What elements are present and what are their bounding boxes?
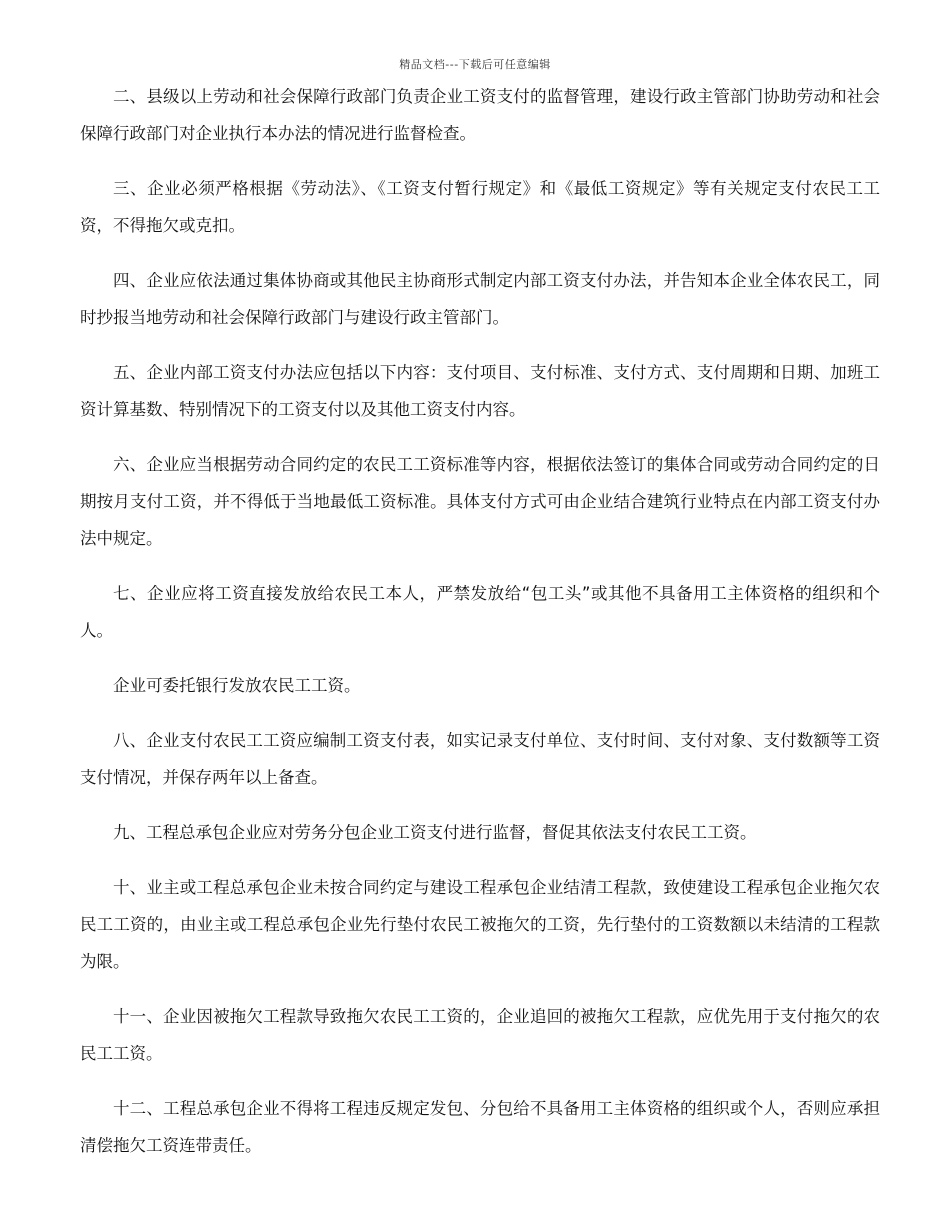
paragraph-4: 四、企业应依法通过集体协商或其他民主协商形式制定内部工资支付办法，并告知本企业全体农民工，同时抄报当地劳动和社会保障行政部门与建设行政主管部门。 [80, 271, 880, 327]
paragraph-9: 九、工程总承包企业应对劳务分包企业工资支付进行监督，督促其依法支付农民工工资。 [113, 823, 757, 842]
paragraph-6: 六、企业应当根据劳动合同约定的农民工工资标准等内容，根据依法签订的集体合同或劳动合同约定的日期按月支付工资，并不得低于当地最低工资标准。具体支付方式可由企业结合建筑行业特点在内部工资支付办法中规定。 [80, 455, 880, 548]
paragraph-2: 二、县级以上劳动和社会保障行政部门负责企业工资支付的监督管理，建设行政主管部门协助劳动和社会保障行政部门对企业执行本办法的情况进行监督检查。 [80, 87, 880, 143]
paragraph-10: 十、业主或工程总承包企业未按合同约定与建设工程承包企业结清工程款，致使建设工程承包企业拖欠农民工工资的，由业主或工程总承包企业先行垫付农民工被拖欠的工资，先行垫付的工资数额以未结清的工程款为限。 [80, 878, 880, 971]
paragraph-11: 十一、企业因被拖欠工程款导致拖欠农民工工资的，企业追回的被拖欠工程款，应优先用于支付拖欠的农民工工资。 [80, 1007, 880, 1063]
paragraph-8: 八、企业支付农民工工资应编制工资支付表，如实记录支付单位、支付时间、支付对象、支付数额等工资支付情况，并保存两年以上备查。 [80, 731, 880, 787]
paragraph-12: 十二、工程总承包企业不得将工程违反规定发包、分包给不具备用工主体资格的组织或个人，否则应承担清偿拖欠工资连带责任。 [80, 1099, 880, 1155]
paragraph-7: 七、企业应将工资直接发放给农民工本人，严禁发放给“包工头”或其他不具备用工主体资格的组织和个人。 [80, 584, 880, 640]
page-header: 精品文档---下载后可任意编辑 [399, 58, 551, 71]
document-body [80, 78, 880, 1164]
paragraph-7-note: 企业可委托银行发放农民工工资。 [113, 676, 361, 695]
paragraph-3: 三、企业必须严格根据《劳动法》、《工资支付暂行规定》和《最低工资规定》等有关规定支付农民工工资，不得拖欠或克扣。 [80, 179, 880, 235]
paragraph-5: 五、企业内部工资支付办法应包括以下内容：支付项目、支付标准、支付方式、支付周期和日期、加班工资计算基数、特别情况下的工资支付以及其他工资支付内容。 [80, 363, 880, 419]
